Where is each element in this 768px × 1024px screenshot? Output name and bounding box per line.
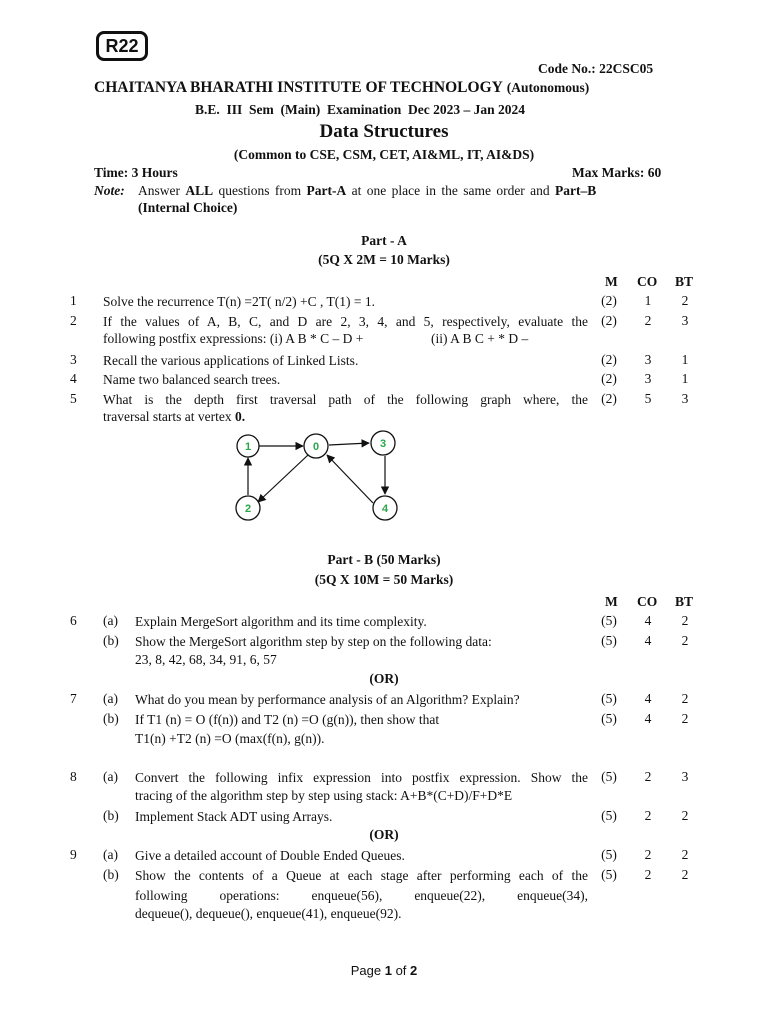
question-text: Show the MergeSort algorithm step by step on the following data:	[135, 634, 492, 649]
part-b-col-co: CO	[637, 594, 658, 609]
marks: (5)	[601, 613, 617, 628]
part-a-title: Part - A	[361, 233, 407, 248]
or-divider: (OR)	[369, 671, 399, 686]
graph-node-2	[236, 496, 260, 520]
sub-label: (a)	[103, 769, 118, 784]
question-text: Give a detailed account of Double Ended Queues.	[135, 848, 405, 863]
blooms-level: 3	[681, 313, 689, 328]
marks: (2)	[601, 313, 617, 328]
question-number: 5	[70, 391, 77, 406]
start-vertex: 0.	[234, 409, 246, 424]
course-outcome: 4	[644, 633, 652, 648]
part-a-col-bt: BT	[675, 274, 694, 289]
page-of: of	[395, 963, 407, 978]
question-number: 9	[70, 847, 77, 862]
note-partb: Part–B	[555, 183, 597, 198]
note	[94, 183, 678, 199]
question-text-line2: tracing of the algorithm step by step using stack: A+B*(C+D)/F+D*E	[135, 788, 513, 803]
part-a-col-m: M	[605, 274, 618, 289]
question-text: What do you mean by performance analysis of an Algorithm? Explain?	[135, 692, 520, 707]
question-number: 1	[70, 293, 77, 308]
note-text-1: Answer	[138, 183, 180, 198]
note-text-3: at one place in the same order and	[351, 183, 550, 198]
marks: (2)	[601, 391, 617, 406]
course-outcome: 2	[644, 313, 652, 328]
note-text-2: questions from	[218, 183, 302, 198]
marks: (2)	[601, 371, 617, 386]
course-outcome: 4	[644, 711, 652, 726]
part-b-marks: (5Q X 10M = 50 Marks)	[314, 572, 454, 587]
course-outcome: 3	[644, 352, 652, 367]
note-label: Note:	[94, 183, 125, 198]
svg-text:0: 0	[312, 441, 320, 453]
sub-label: (b)	[103, 808, 119, 823]
course-outcome: 2	[644, 847, 652, 862]
svg-text:4: 4	[381, 503, 389, 515]
question-text: Convert the following infix expression into postfix expression. Show the	[135, 770, 588, 785]
question-data: 23, 8, 42, 68, 34, 91, 6, 57	[135, 652, 277, 667]
course-outcome: 2	[644, 808, 652, 823]
or-divider: (OR)	[369, 827, 399, 842]
blooms-level: 2	[681, 711, 689, 726]
marks: (5)	[601, 867, 617, 882]
question-number: 2	[70, 313, 77, 328]
sub-label: (b)	[103, 867, 119, 882]
question-number: 8	[70, 769, 77, 784]
blooms-level: 2	[681, 808, 689, 823]
blooms-level: 3	[681, 769, 689, 784]
question-text-line3: dequeue(), dequeue(), enqueue(41), enqueue(92).	[135, 906, 402, 921]
sub-label: (a)	[103, 613, 118, 628]
autonomous-label: (Autonomous)	[506, 80, 590, 95]
common-line: (Common to CSE, CSM, CET, AI&ML, IT, AI&DS)	[233, 147, 535, 162]
edge-0-3	[329, 443, 369, 445]
question-text: If T1 (n) = O (f(n)) and T2 (n) =O (g(n)), then show that	[135, 712, 440, 727]
question-text-line2b: (ii) A B C + * D –	[431, 331, 529, 346]
question-text: Recall the various applications of Linked Lists.	[103, 353, 359, 368]
question-text: Implement Stack ADT using Arrays.	[135, 809, 333, 824]
sub-label: (b)	[103, 633, 119, 648]
question-text: Name two balanced search trees.	[103, 372, 281, 387]
question-text: If the values of A, B, C, and D are 2, 3, 4, and 5, respectively, evaluate the	[103, 314, 588, 329]
edge-4-0	[327, 455, 373, 503]
marks: (5)	[601, 711, 617, 726]
blooms-level: 2	[681, 293, 689, 308]
course-outcome: 5	[644, 391, 652, 406]
marks: (2)	[601, 352, 617, 367]
part-a-marks: (5Q X 2M = 10 Marks)	[318, 252, 450, 267]
blooms-level: 2	[681, 613, 689, 628]
question-text: Explain MergeSort algorithm and its time complexity.	[135, 614, 427, 629]
regulation-badge: R22	[96, 31, 148, 61]
blooms-level: 3	[681, 391, 689, 406]
note-internal: (Internal Choice)	[138, 200, 238, 215]
svg-text:2: 2	[244, 503, 252, 515]
part-b-col-m: M	[605, 594, 618, 609]
question-text-line2: following operations: enqueue(56), enqueue(22), enqueue(34),	[135, 888, 588, 903]
question-text: Solve the recurrence T(n) =2T( n/2) +C , T(1) = 1.	[103, 294, 376, 309]
blooms-level: 1	[681, 371, 689, 386]
note-parta: Part-A	[306, 183, 347, 198]
max-marks-label: Max Marks: 60	[572, 165, 662, 180]
marks: (5)	[601, 691, 617, 706]
page-number: 1	[384, 963, 392, 978]
course-outcome: 4	[644, 613, 652, 628]
course-outcome: 2	[644, 867, 652, 882]
question-text: What is the depth first traversal path of the following graph where, the	[103, 392, 588, 407]
note-all: ALL	[185, 183, 214, 198]
page-footer	[334, 963, 434, 978]
graph-diagram	[228, 425, 408, 530]
blooms-level: 2	[681, 633, 689, 648]
subject-title: Data Structures	[319, 121, 449, 142]
svg-text:3: 3	[379, 438, 387, 450]
part-b-col-bt: BT	[675, 594, 694, 609]
institute-line	[94, 79, 684, 97]
question-number: 3	[70, 352, 77, 367]
page-total: 2	[410, 963, 418, 978]
blooms-level: 2	[681, 691, 689, 706]
marks: (5)	[601, 847, 617, 862]
question-number: 7	[70, 691, 77, 706]
graph-node-0	[304, 434, 328, 458]
question-text-line2: T1(n) +T2 (n) =O (max(f(n), g(n)).	[135, 731, 325, 746]
blooms-level: 2	[681, 847, 689, 862]
marks: (5)	[601, 769, 617, 784]
question-number: 6	[70, 613, 77, 628]
exam-title: B.E. III Sem (Main) Examination Dec 2023 – Jan 2024	[195, 102, 526, 117]
blooms-level: 2	[681, 867, 689, 882]
question-text-line2: traversal starts at vertex	[103, 409, 232, 424]
graph-node-3	[371, 431, 395, 455]
graph-node-4	[373, 496, 397, 520]
question-text-line2: following postfix expressions: (i) A B * C – D +	[103, 331, 364, 346]
sub-label: (a)	[103, 691, 118, 706]
sub-label: (b)	[103, 711, 119, 726]
course-outcome: 3	[644, 371, 652, 386]
code-number: Code No.: 22CSC05	[538, 61, 654, 76]
question-number: 4	[70, 371, 77, 386]
question-text: Show the contents of a Queue at each stage after performing each of the	[135, 868, 588, 883]
marks: (5)	[601, 808, 617, 823]
marks: (2)	[601, 293, 617, 308]
sub-label: (a)	[103, 847, 118, 862]
blooms-level: 1	[681, 352, 689, 367]
graph-node-1	[237, 435, 259, 457]
svg-text:1: 1	[244, 441, 252, 453]
course-outcome: 2	[644, 769, 652, 784]
course-outcome: 4	[644, 691, 652, 706]
institute-name: CHAITANYA BHARATHI INSTITUTE OF TECHNOLOGY	[94, 79, 503, 96]
marks: (5)	[601, 633, 617, 648]
part-a-col-co: CO	[637, 274, 658, 289]
page-prefix: Page	[350, 963, 382, 978]
part-b-title: Part - B (50 Marks)	[327, 552, 441, 567]
course-outcome: 1	[644, 293, 652, 308]
time-label: Time: 3 Hours	[94, 165, 178, 180]
edge-0-2	[258, 455, 308, 502]
